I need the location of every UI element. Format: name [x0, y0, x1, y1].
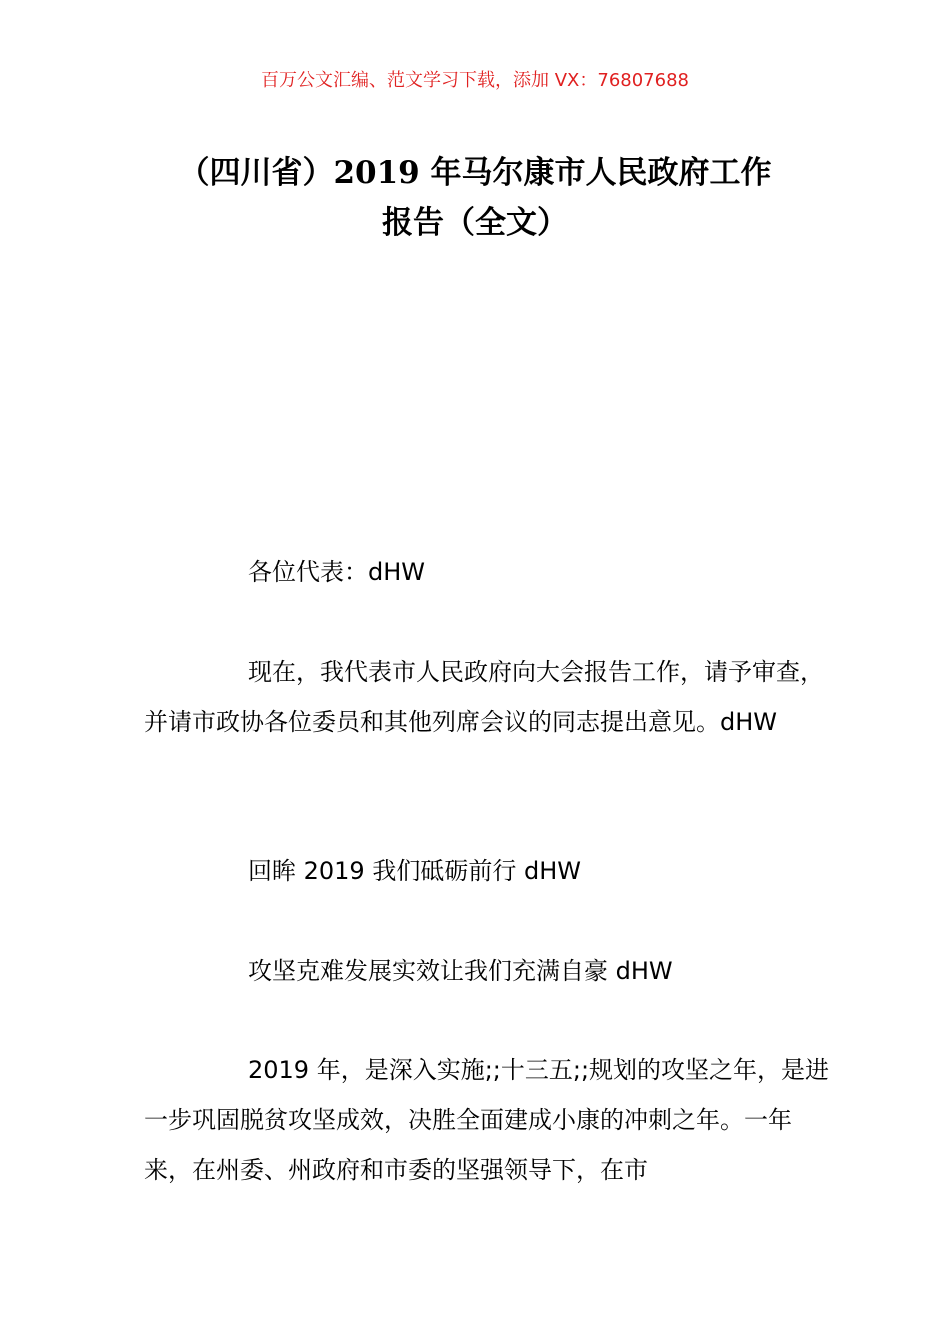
document-title: [110, 148, 840, 248]
salutation: 各位代表：dHW: [248, 558, 426, 586]
section-heading-2: 攻坚克难发展实效让我们充满自豪 dHW: [248, 957, 673, 985]
document-title-line-1: （四川省）2019 年马尔康市人民政府工作: [178, 155, 772, 191]
body-paragraph-1: 2019 年，是深入实施;;十三五;;规划的攻坚之年，是进一步巩固脱贫攻坚成效，决胜全面建成小康的冲刺之年。一年来，在州委、州政府和市委的坚强领导下，在市: [144, 1056, 830, 1184]
header-note: 百万公文汇编、范文学习下载，添加 VX：76807688: [261, 70, 689, 91]
document-title-line-2: 报告（全文）: [382, 205, 568, 241]
intro-paragraph: 现在，我代表市人民政府向大会报告工作，请予审查，并请市政协各位委员和其他列席会议的同志提出意见。dHW: [144, 658, 824, 736]
section-heading-1: 回眸 2019 我们砥砺前行 dHW: [248, 857, 581, 885]
